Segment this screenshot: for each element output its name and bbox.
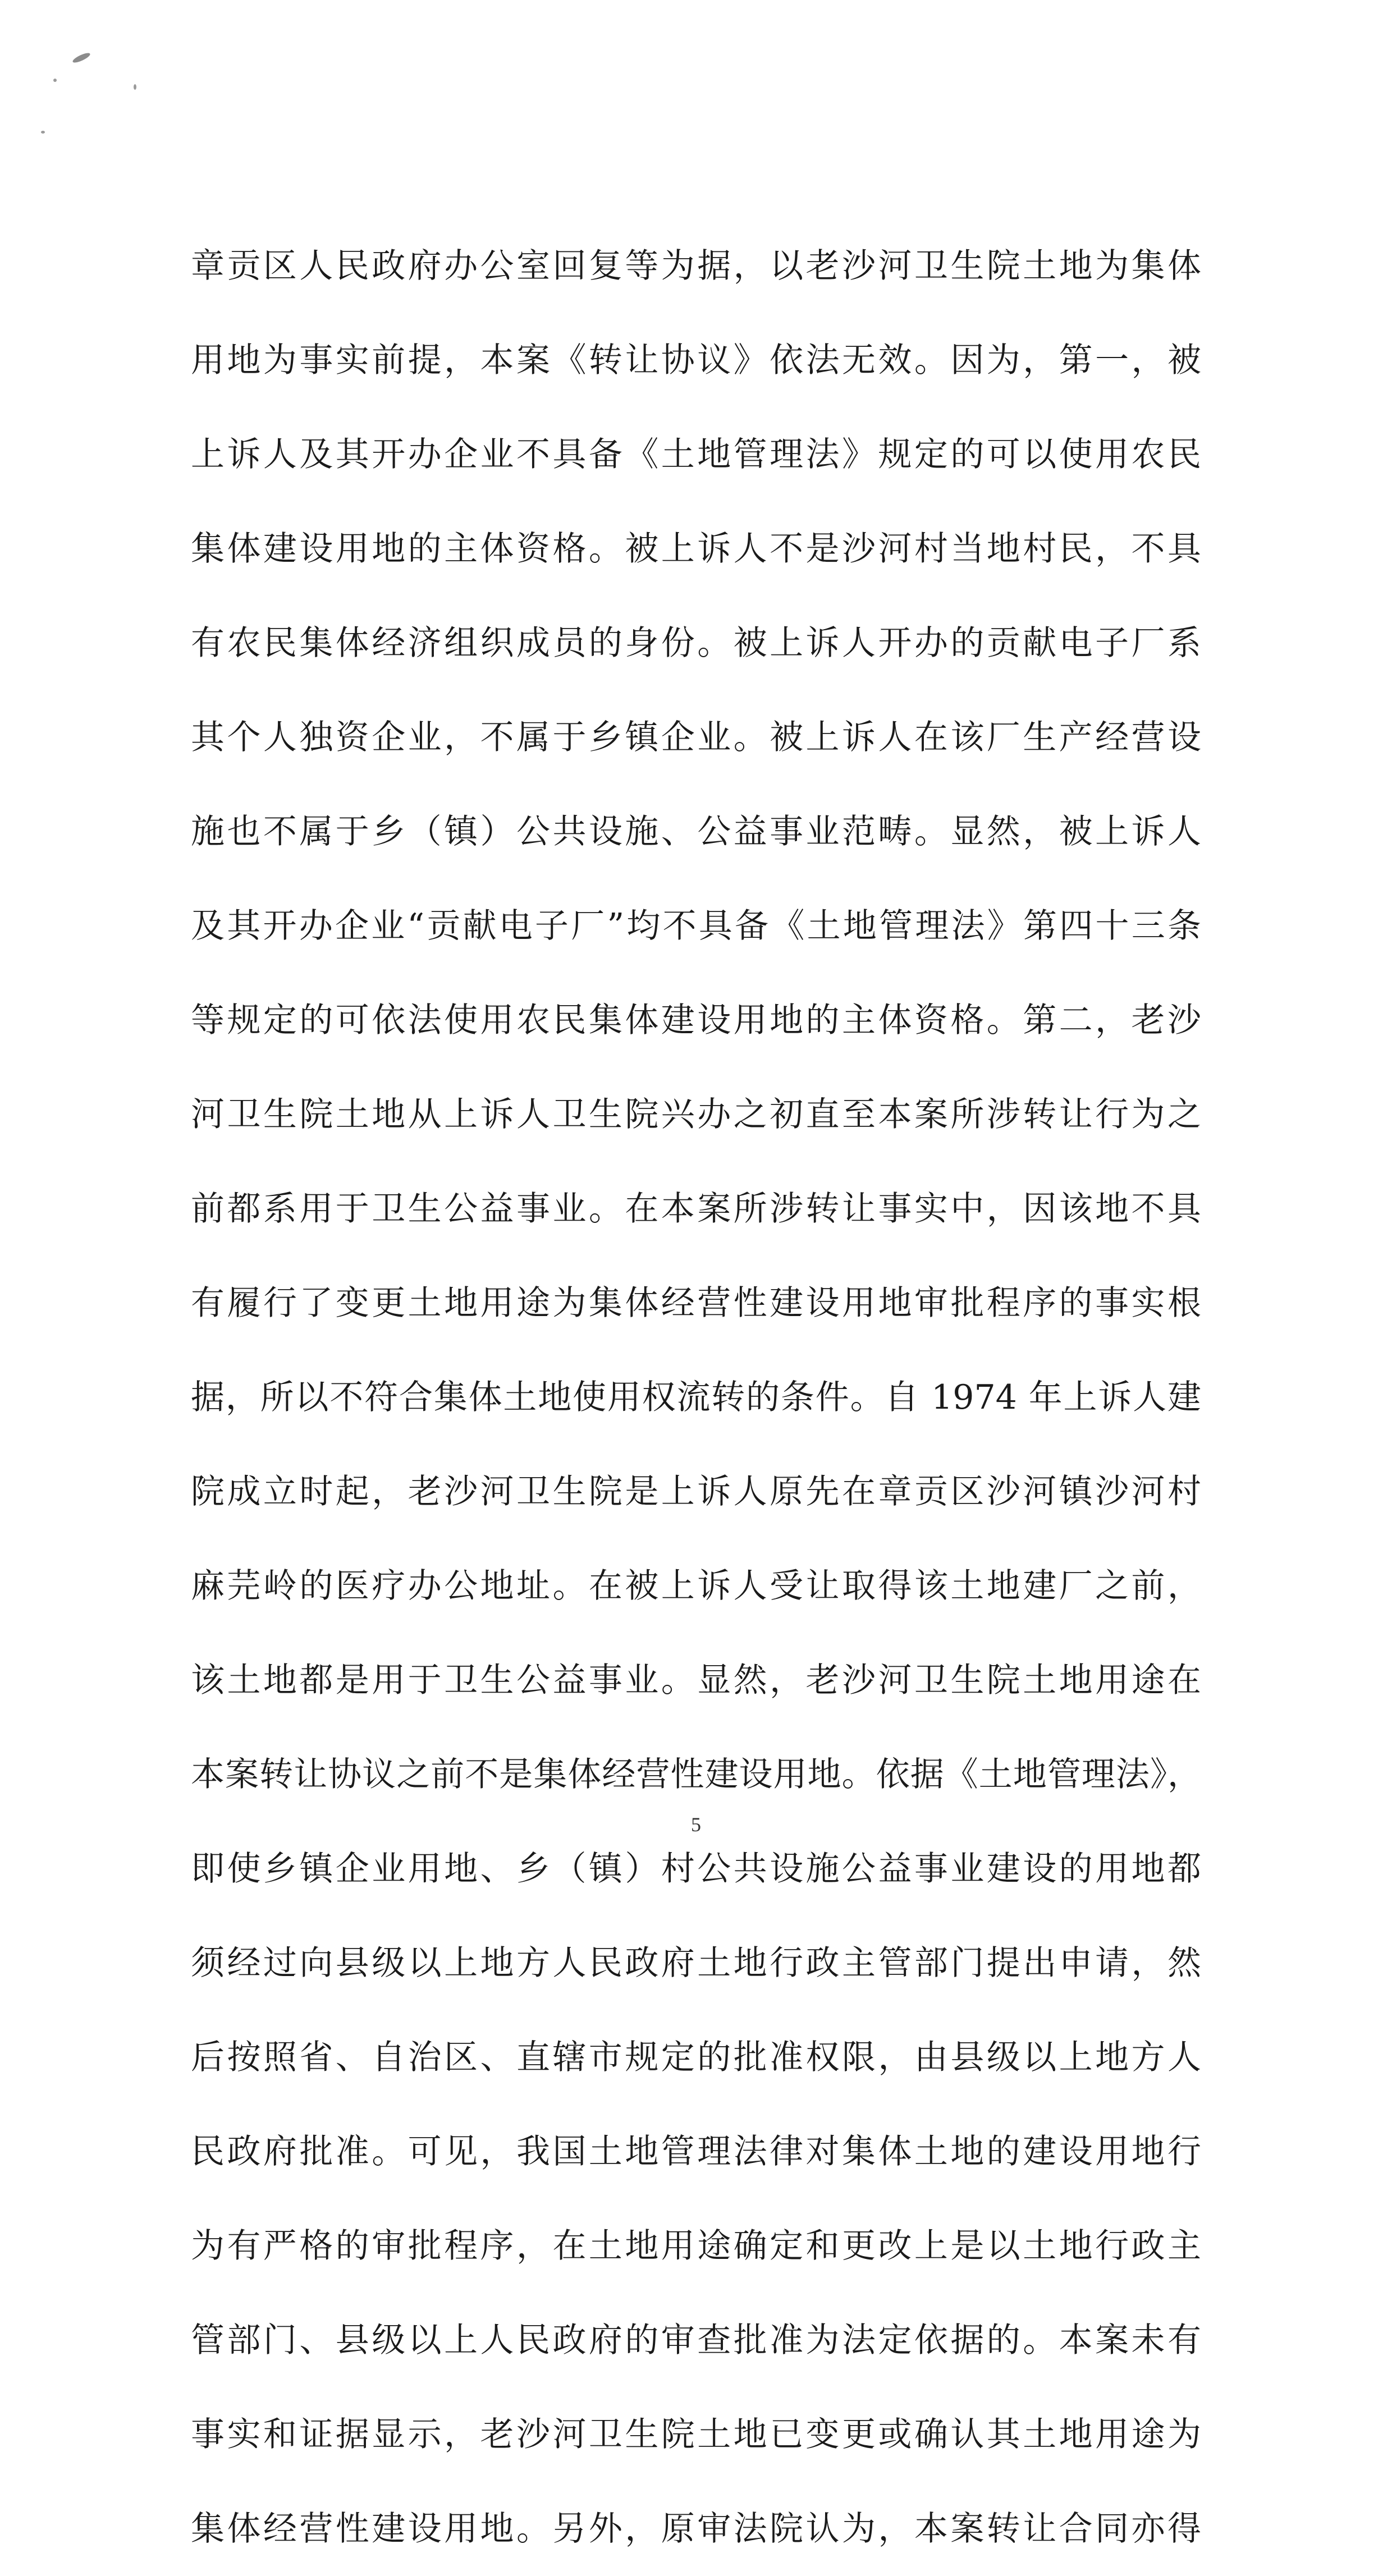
text-line: 本案转让协议之前不是集体经营性建设用地。依据《土地管理法》，	[191, 1755, 1201, 1794]
scan-speck	[71, 51, 91, 64]
text-line: 即使乡镇企业用地、乡（镇）村公共设施公益事业建设的用地都	[191, 1849, 1201, 1889]
text-line: 用地为事实前提，本案《转让协议》依法无效。因为，第一，被	[191, 341, 1201, 380]
text-line: 及其开办企业“贡献电子厂”均不具备《土地管理法》第四十三条	[191, 906, 1201, 946]
text-line: 后按照省、自治区、直辖市规定的批准权限，由县级以上地方人	[191, 2038, 1201, 2077]
text-line: 院成立时起，老沙河卫生院是上诉人原先在章贡区沙河镇沙河村	[191, 1472, 1201, 1511]
document-body	[191, 219, 1201, 2576]
text-line: 该土地都是用于卫生公益事业。显然，老沙河卫生院土地用途在	[191, 1661, 1201, 1700]
text-line: 河卫生院土地从上诉人卫生院兴办之初直至本案所涉转让行为之	[191, 1095, 1201, 1134]
scan-speck	[134, 84, 136, 90]
text-line: 等规定的可依法使用农民集体建设用地的主体资格。第二，老沙	[191, 1001, 1201, 1040]
text-line: 须经过向县级以上地方人民政府土地行政主管部门提出申请，然	[191, 1944, 1201, 1983]
scan-speck	[53, 79, 57, 82]
page-number: 5	[691, 1813, 701, 1836]
text-line: 为有严格的审批程序，在土地用途确定和更改上是以土地行政主	[191, 2226, 1201, 2266]
text-line: 据，所以不符合集体土地使用权流转的条件。自 1974 年上诉人建	[191, 1378, 1201, 1417]
text-line: 麻芫岭的医疗办公地址。在被上诉人受让取得该土地建厂之前，	[191, 1566, 1201, 1606]
text-line: 有农民集体经济组织成员的身份。被上诉人开办的贡献电子厂系	[191, 624, 1201, 663]
text-line: 前都系用于卫生公益事业。在本案所涉转让事实中，因该地不具	[191, 1189, 1201, 1229]
text-line: 施也不属于乡（镇）公共设施、公益事业范畴。显然，被上诉人	[191, 812, 1201, 851]
text-line: 事实和证据显示，老沙河卫生院土地已变更或确认其土地用途为	[191, 2415, 1201, 2454]
text-line: 集体经营性建设用地。另外，原审法院认为，本案转让合同亦得	[191, 2509, 1201, 2549]
text-line: 集体建设用地的主体资格。被上诉人不是沙河村当地村民，不具	[191, 529, 1201, 569]
text-line: 有履行了变更土地用途为集体经营性建设用地审批程序的事实根	[191, 1284, 1201, 1323]
text-line: 管部门、县级以上人民政府的审查批准为法定依据的。本案未有	[191, 2321, 1201, 2360]
text-line: 其个人独资企业，不属于乡镇企业。被上诉人在该厂生产经营设	[191, 718, 1201, 757]
text-line: 民政府批准。可见，我国土地管理法律对集体土地的建设用地行	[191, 2132, 1201, 2171]
text-line: 上诉人及其开办企业不具备《土地管理法》规定的可以使用农民	[191, 435, 1201, 474]
scan-speck	[41, 131, 45, 134]
text-line: 章贡区人民政府办公室回复等为据，以老沙河卫生院土地为集体	[191, 246, 1201, 286]
